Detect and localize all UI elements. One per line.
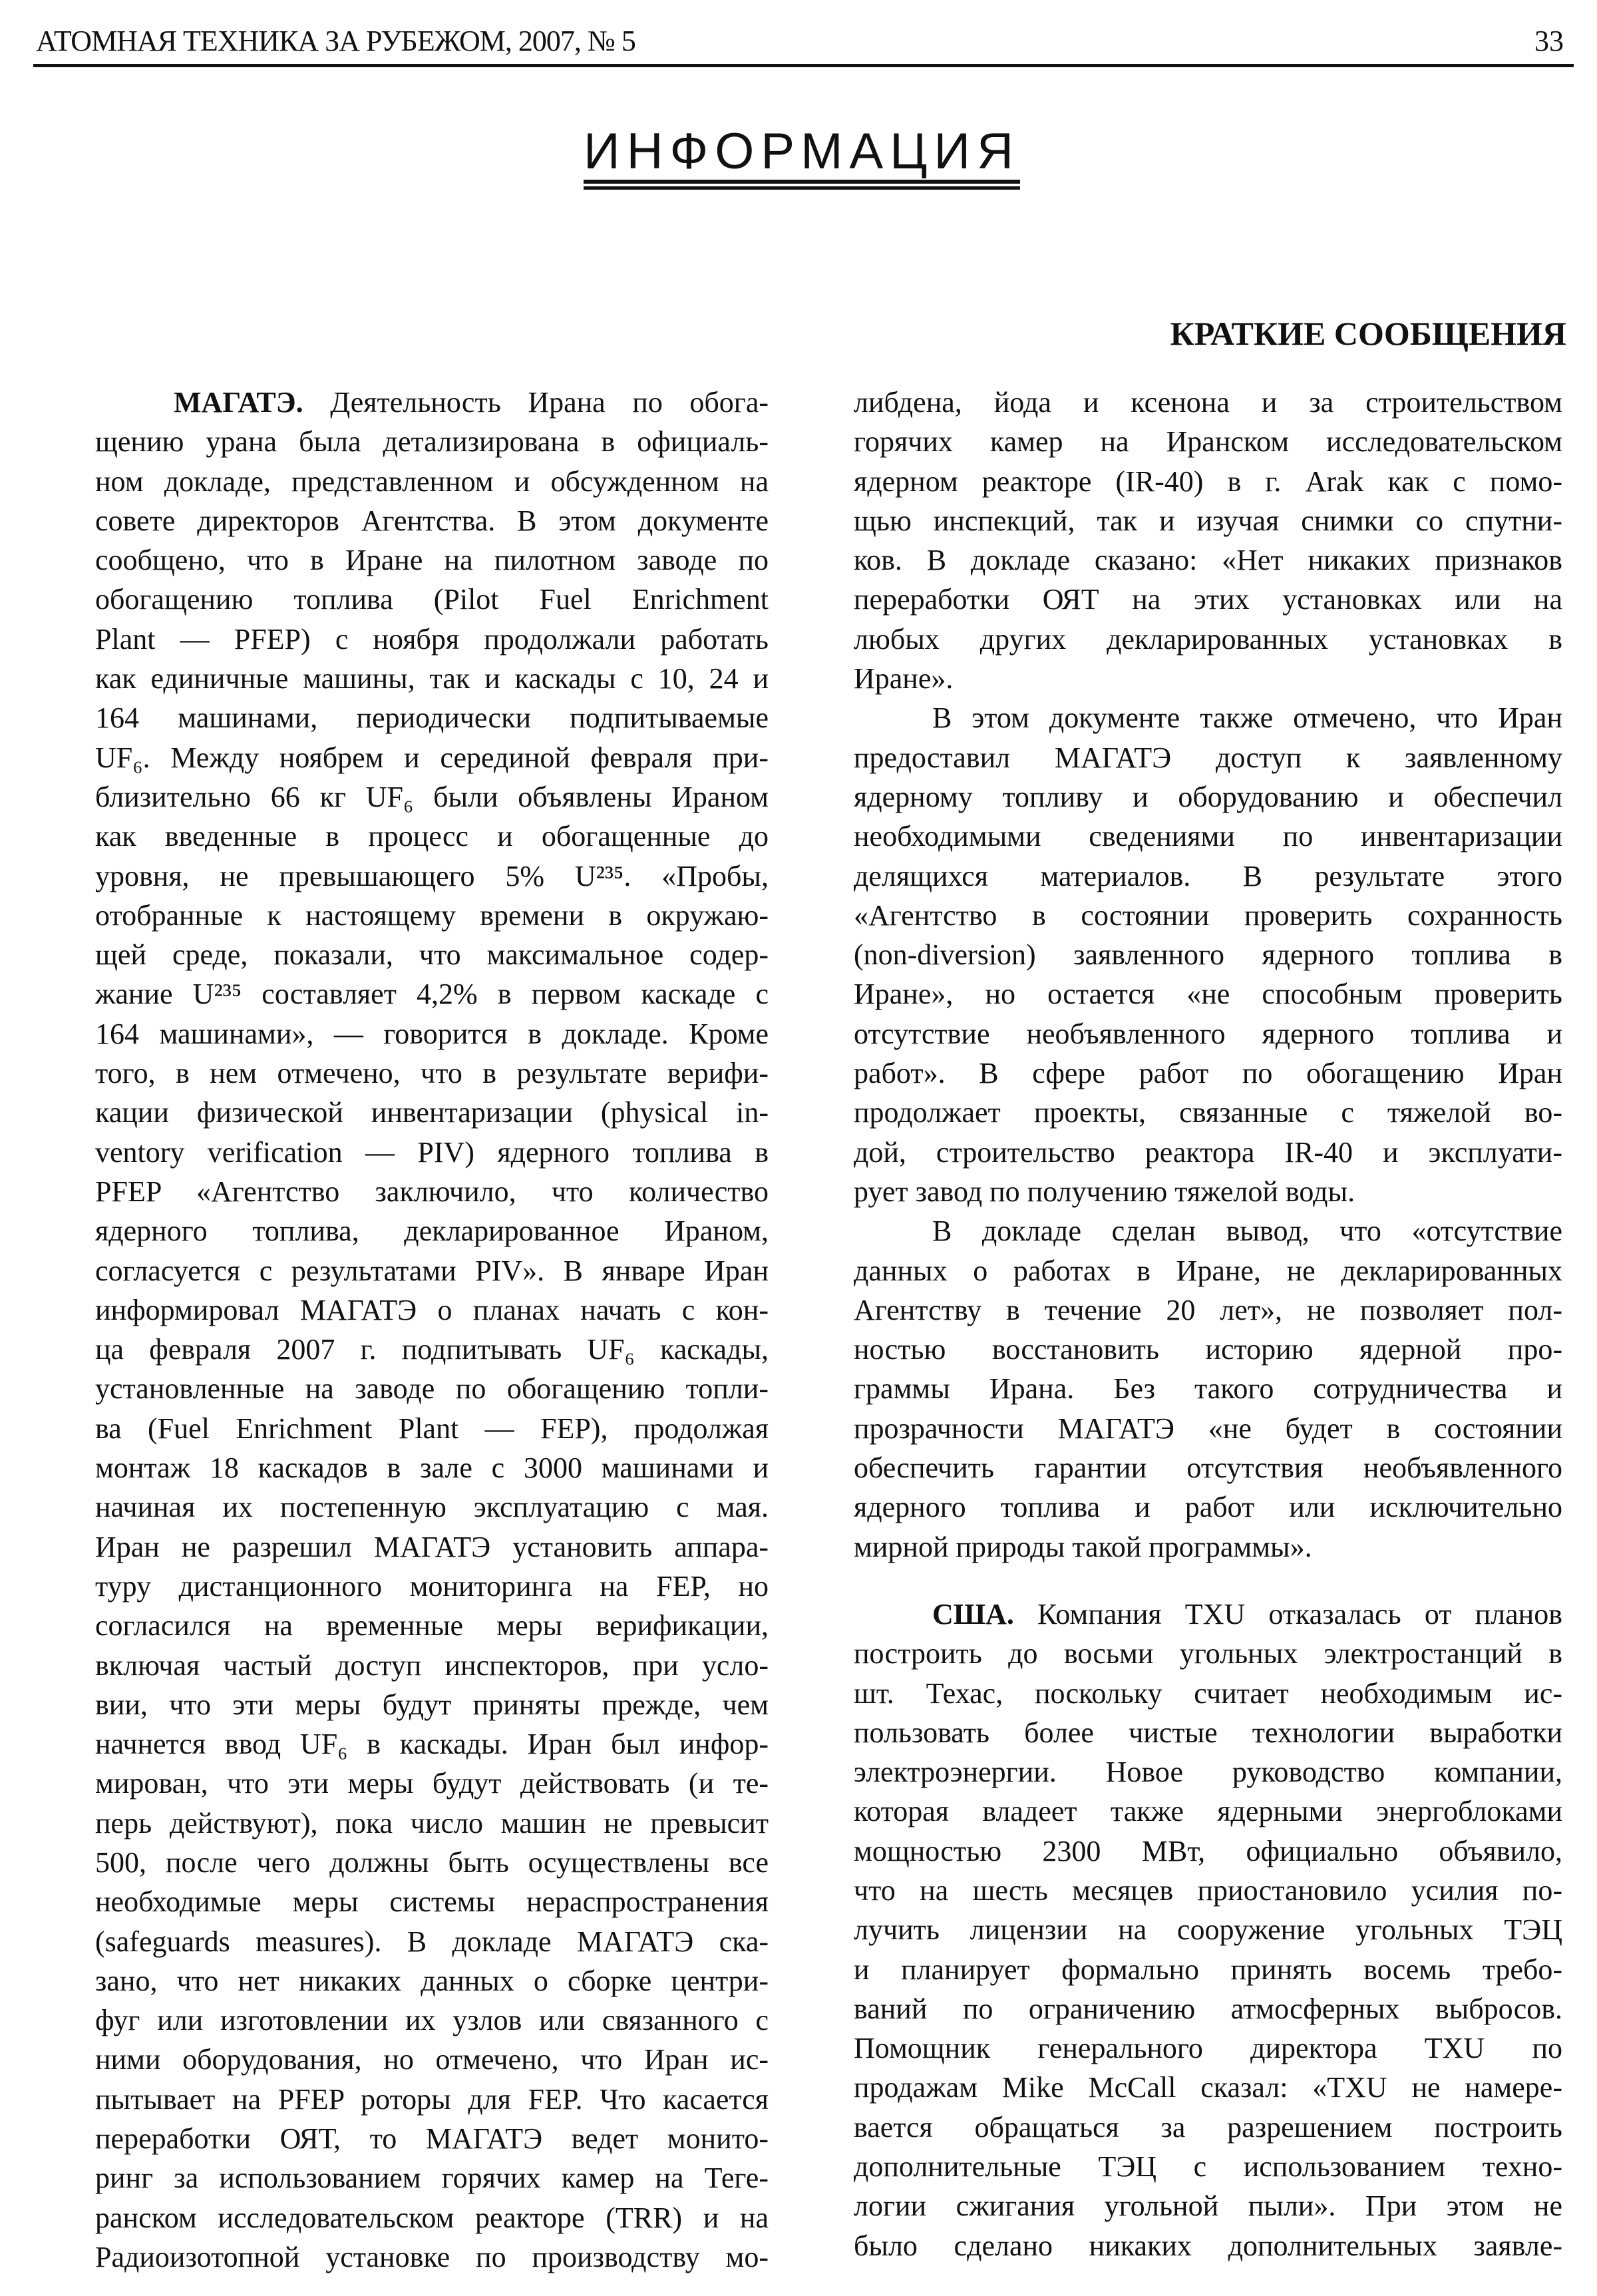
text-line: рует завод по получению тяжелой воды. <box>854 1175 1355 1208</box>
text-line: прозрачности МАГАТЭ «не будет в состоянии <box>854 1412 1562 1445</box>
text-line: UF₆. Между ноябрем и серединой февраля при- <box>95 741 769 774</box>
text-line: 164 машинами», — говорится в докладе. Кроме <box>95 1017 769 1050</box>
text-line: того, в нем отмечено, что в результате верифи- <box>95 1057 769 1090</box>
text-line: пытывает на PFEP роторы для FEP. Что касается <box>95 2082 769 2116</box>
text-line: ними оборудования, но отмечено, что Иран ис- <box>95 2043 769 2076</box>
text-line: продажам Mike McCall сказал: «TXU не намере- <box>854 2071 1562 2104</box>
text-line: близительно 66 кг UF₆ были объявлены Ираном <box>95 780 769 813</box>
news-lead-country: МАГАТЭ. <box>174 386 303 419</box>
news-lead-country: США. <box>932 1597 1014 1630</box>
text-line: ринг за использованием горячих камер на Теге- <box>95 2162 769 2195</box>
text-line: ventory verification — PIV) ядерного топлива в <box>95 1135 769 1169</box>
text-line: переработки ОЯТ на этих установках или на <box>854 583 1562 616</box>
text-line: и планирует формально принять восемь требо- <box>854 1953 1562 1986</box>
text-line: электроэнергии. Новое руководство компании, <box>854 1756 1562 1789</box>
text-line: PFEP «Агентство заключило, что количество <box>95 1175 769 1208</box>
text-line: продолжает проекты, связанные с тяжелой во- <box>854 1096 1562 1129</box>
text-line: обогащению топлива (Pilot Fuel Enrichment <box>95 583 769 616</box>
text-line <box>95 383 769 422</box>
text-line: пользовать более чистые технологии выработки <box>854 1716 1562 1749</box>
text-line: сообщено, что в Иране на пилотном заводе по <box>95 544 769 577</box>
paragraph <box>854 1211 1562 1567</box>
text-line: перь действуют), пока число машин не превысит <box>95 1806 769 1839</box>
text-line: ядерному топливу и оборудованию и обеспечил <box>854 780 1562 813</box>
text-line: Иране». <box>854 662 954 695</box>
text-line: зано, что нет никаких данных о сборке центри- <box>95 1964 769 1997</box>
text-line: необходимые меры системы нераспространения <box>95 1885 769 1919</box>
text-line: логии сжигания угольной пыли». При этом не <box>854 2190 1562 2223</box>
text-line: лучить лицензии на сооружение угольных ТЭЦ <box>854 1913 1562 1947</box>
text-line: совете директоров Агентства. В этом документе <box>95 504 769 537</box>
text-line: что на шесть месяцев приостановило усилия по- <box>854 1873 1562 1907</box>
text-line: отсутствие необъявленного ядерного топлива и <box>854 1017 1562 1050</box>
text-line: как единичные машины, так и каскады с 10, 24 и <box>95 662 769 695</box>
text-line: переработки ОЯТ, то МАГАТЭ ведет монито- <box>95 2122 769 2156</box>
text-line: необходимыми сведениями по инвентаризации <box>854 820 1562 853</box>
text-line: щью инспекций, так и изучая снимки со спутни- <box>854 504 1562 537</box>
text-line: Иран не разрешил МАГАТЭ установить аппара- <box>95 1530 769 1563</box>
text-line: горячих камер на Иранском исследовательском <box>854 425 1562 459</box>
page-number: 33 <box>1534 25 1564 57</box>
paragraph <box>95 383 769 2277</box>
text-line: В докладе сделан вывод, что «отсутствие <box>932 1215 1562 1248</box>
text-line: дополнительные ТЭЦ с использованием техно- <box>854 2150 1562 2184</box>
text-line: Помощник генерального директора TXU по <box>854 2032 1562 2065</box>
text-line: фуг или изготовлении их узлов или связанного с <box>95 2004 769 2037</box>
paragraph-gap <box>854 1567 1562 1595</box>
text-line <box>854 1595 1562 1634</box>
text-line: ков. В докладе сказано: «Нет никаких признаков <box>854 544 1562 577</box>
text-line: дой, строительство реактора IR-40 и эксплуати- <box>854 1135 1562 1169</box>
text-line: (non-diversion) заявленного ядерного топлива в <box>854 938 1562 972</box>
text-line: кации физической инвентаризации (physical in- <box>95 1096 769 1129</box>
text-line-content: Деятельность Ирана по обога- <box>330 386 769 419</box>
text-line: Plant — PFEP) с ноября продолжали работать <box>95 622 769 656</box>
text-line: отобранные к настоящему времени в окружаю- <box>95 898 769 932</box>
text-line: согласился на временные меры верификации, <box>95 1609 769 1642</box>
text-line: делящихся материалов. В результате этого <box>854 859 1562 892</box>
text-line: вается обращаться за разрешением построить <box>854 2110 1562 2144</box>
text-line: начнется ввод UF₆ в каскады. Иран был инфор- <box>95 1728 769 1761</box>
text-line: ваний по ограничению атмосферных выбросов. <box>854 1992 1562 2025</box>
text-line: работ». В сфере работ по обогащению Иран <box>854 1057 1562 1090</box>
paragraph <box>854 698 1562 1211</box>
text-line: Иране», но остается «не способным проверить <box>854 978 1562 1011</box>
text-line: было сделано никаких дополнительных заявле- <box>854 2229 1562 2262</box>
text-line: 164 машинами, периодически подпитываемые <box>95 701 769 735</box>
text-line: жание U²³⁵ составляет 4,2% в первом каскаде с <box>95 978 769 1011</box>
text-line: щей среде, показали, что максимальное содер- <box>95 938 769 972</box>
text-line: туру дистанционного мониторинга на FEP, но <box>95 1569 769 1603</box>
text-line: граммы Ирана. Без такого сотрудничества и <box>854 1372 1562 1406</box>
text-line: либдена, йода и ксенона и за строительством <box>854 386 1562 419</box>
text-line: обеспечить гарантии отсутствия необъявленного <box>854 1451 1562 1485</box>
text-line: ядерного топлива, декларированное Ираном, <box>95 1215 769 1248</box>
text-line: любых других декларированных установках в <box>854 622 1562 656</box>
text-line: которая владеет также ядерными энергоблоками <box>854 1795 1562 1828</box>
text-line: мирован, что эти меры будут действовать (и те- <box>95 1767 769 1800</box>
left-column <box>95 383 769 2277</box>
right-column <box>854 383 1562 2265</box>
text-line: мирной природы такой программы». <box>854 1530 1312 1563</box>
text-line: как введенные в процесс и обогащенные до <box>95 820 769 853</box>
text-line: щению урана была детализирована в официаль- <box>95 425 769 459</box>
page-title-block <box>0 123 1597 190</box>
text-line: данных о работах в Иране, не декларированных <box>854 1254 1562 1287</box>
section-heading: КРАТКИЕ СООБЩЕНИЯ <box>1170 315 1566 352</box>
text-line: ностью восстановить историю ядерной про- <box>854 1333 1562 1366</box>
text-line: ядерного топлива и работ или исключительно <box>854 1491 1562 1524</box>
text-line: ном докладе, представленном и обсужденном на <box>95 465 769 498</box>
text-line: уровня, не превышающего 5% U²³⁵. «Пробы, <box>95 859 769 892</box>
text-line: (safeguards measures). В докладе МАГАТЭ ска- <box>95 1925 769 1958</box>
text-line: Радиоизотопной установке по производству мо- <box>95 2240 769 2273</box>
page-title-text: ИНФОРМАЦИЯ <box>584 123 1020 180</box>
title-underline-top <box>584 180 1020 184</box>
text-line: ранском исследовательском реакторе (TRR) и на <box>95 2201 769 2234</box>
text-line-content: Компания TXU отказалась от планов <box>1037 1597 1562 1630</box>
text-line: шт. Техас, поскольку считает необходимым ис- <box>854 1676 1562 1710</box>
text-line: ядерном реакторе (IR-40) в г. Arak как с помо- <box>854 465 1562 498</box>
header-rule <box>33 64 1574 67</box>
page-title <box>577 123 1020 190</box>
title-underline-bottom <box>584 186 1020 190</box>
text-line: информировал МАГАТЭ о планах начать с кон- <box>95 1293 769 1326</box>
text-line: начиная их постепенную эксплуатацию с мая. <box>95 1491 769 1524</box>
text-line: Агентству в течение 20 лет», не позволяет пол- <box>854 1293 1562 1326</box>
running-header-journal: АТОМНАЯ ТЕХНИКА ЗА РУБЕЖОМ, 2007, № 5 <box>36 25 635 57</box>
paragraph <box>854 1595 1562 2265</box>
paragraph <box>854 383 1562 698</box>
text-line: построить до восьми угольных электростанций в <box>854 1637 1562 1670</box>
text-line: предоставил МАГАТЭ доступ к заявленному <box>854 741 1562 774</box>
text-line: мощностью 2300 МВт, официально объявило, <box>854 1834 1562 1867</box>
text-line: ца февраля 2007 г. подпитывать UF₆ каскады, <box>95 1333 769 1366</box>
text-line: вии, что эти меры будут приняты прежде, чем <box>95 1688 769 1721</box>
text-line: В этом документе также отмечено, что Иран <box>932 701 1562 735</box>
text-line: 500, после чего должны быть осуществлены все <box>95 1845 769 1879</box>
text-line: установленные на заводе по обогащению топли- <box>95 1372 769 1406</box>
text-line: монтаж 18 каскадов в зале с 3000 машинами и <box>95 1451 769 1485</box>
text-line: ва (Fuel Enrichment Plant — FEP), продолжая <box>95 1412 769 1445</box>
text-line: включая частый доступ инспекторов, при усло- <box>95 1648 769 1682</box>
text-line: согласуется с результатами PIV». В январе Иран <box>95 1254 769 1287</box>
text-line: «Агентство в состоянии проверить сохранность <box>854 898 1562 932</box>
